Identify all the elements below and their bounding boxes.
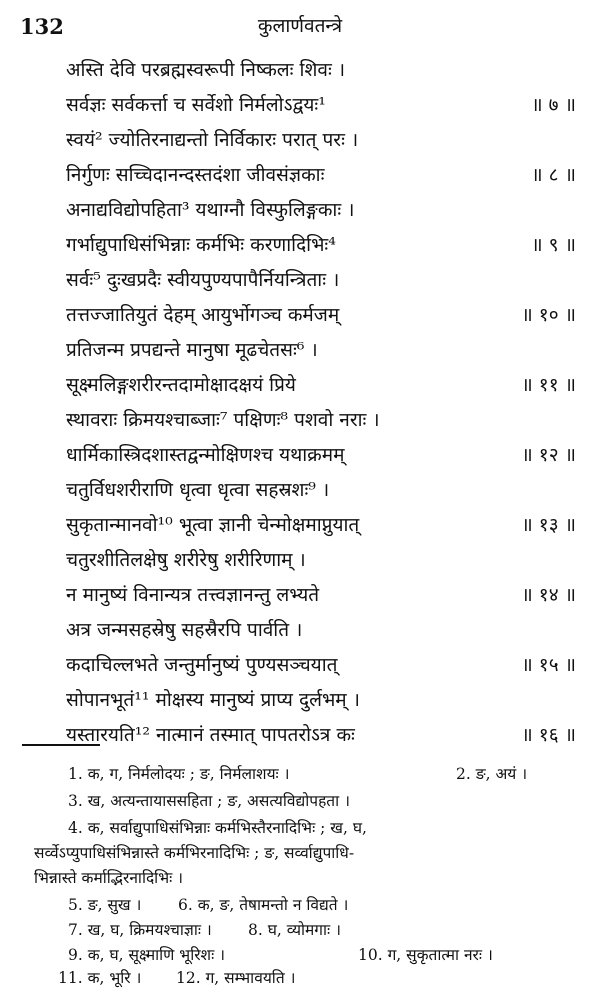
verse-line: स्थावराः क्रिमयश्चाब्जाः⁷ पक्षिणः⁸ पशवो नराः । — [66, 409, 380, 431]
verse-number: ॥ १६ ॥ — [521, 724, 576, 746]
footnote: सर्व्वेऽप्युपाधिसंभिन्नास्ते कर्मभिरनादिभिः ; ङ, सर्व्वाद्युपाधि- — [34, 844, 355, 862]
verse-number: ॥ ७ ॥ — [531, 94, 576, 116]
footnote: भिन्नास्ते कर्माद्भिरनादिभिः । — [34, 869, 184, 887]
verse-number: ॥ १२ ॥ — [521, 444, 576, 466]
running-title: कुलार्णवतन्त्रे — [257, 15, 343, 37]
verse-line: कदाचिल्लभते जन्तुर्मानुष्यं पुण्यसञ्चयात् — [66, 654, 338, 676]
footnote: 3. ख, अत्यन्तायाससहिता ; ङ, असत्यविद्योपहता । — [68, 792, 350, 810]
footnote: 4. क, सर्वाद्युपाधिसंभिन्नाः कर्मभिस्तैरनादिभिः ; ख, घ, — [68, 819, 367, 837]
verse-line: गर्भाद्युपाधिसंभिन्नाः कर्मभिः करणादिभिः⁴ — [66, 234, 336, 256]
verse-line: सूक्ष्मलिङ्गशरीरन्तदामोक्षादक्षयं प्रिये — [66, 374, 296, 396]
verse-line: धार्मिकास्त्रिदशास्तद्वन्मोक्षिणश्च यथाक्रमम् — [66, 444, 345, 466]
verse-line: स्वयं² ज्योतिरनाद्यन्तो निर्विकारः परात् परः । — [66, 129, 359, 151]
verse-line: तत्तज्जातियुतं देहम् आयुर्भोगञ्च कर्मजम् — [66, 304, 340, 326]
verse-line: अत्र जन्मसहस्रेषु सहस्रैरपि पार्वति । — [66, 619, 303, 641]
verse-line: सुकृतान्मानवो¹⁰ भूत्वा ज्ञानी चेन्मोक्षमाप्नुयात् — [66, 514, 360, 536]
footnote: 9. क, घ, सूक्ष्माणि भूरिशः । — [68, 946, 226, 964]
verse-number: ॥ १० ॥ — [521, 304, 576, 326]
verse-line: सर्वज्ञः सर्वकर्त्ता च सर्वेशो निर्मलोऽद्वयः¹ — [66, 94, 326, 116]
footnote: 10. ग, सुकृतात्मा नरः । — [358, 946, 493, 964]
footnote: 7. ख, घ, क्रिमयश्चाज्ञाः । — [68, 921, 212, 939]
verse-line: प्रतिजन्म प्रपद्यन्ते मानुषा मूढचेतसः⁶ । — [66, 339, 318, 361]
footnote: 8. घ, व्योमगाः । — [248, 921, 341, 939]
page-number: 132 — [20, 14, 64, 39]
verse-number: ॥ ९ ॥ — [531, 234, 576, 256]
verse-number: ॥ १३ ॥ — [521, 514, 576, 536]
verse-line: न मानुष्यं विनान्यत्र तत्त्वज्ञानन्तु लभ्यते — [66, 584, 320, 606]
footnote: 1. क, ग, निर्मलोदयः ; ङ, निर्मलाशयः । — [68, 765, 290, 783]
verse-number: ॥ ८ ॥ — [531, 164, 576, 186]
verse-line: अनाद्यविद्योपहिता³ यथाग्नौ विस्फुलिङ्गकाः । — [66, 199, 355, 221]
verse-number: ॥ १४ ॥ — [521, 584, 576, 606]
verse-line: अस्ति देवि परब्रह्मस्वरूपी निष्कलः शिवः । — [66, 59, 346, 81]
verse-line: निर्गुणः सच्चिदानन्दस्तदंशा जीवसंज्ञकाः — [66, 164, 325, 186]
footnote: 6. क, ङ, तेषामन्तो न विद्यते । — [178, 896, 349, 914]
footnote: 5. ङ, सुख । — [68, 896, 142, 914]
verse-line: सर्वः⁵ दुःखप्रदैः स्वीयपुण्यपापैर्नियन्त्रिताः । — [66, 269, 340, 291]
verse-line: चतुरशीतिलक्षेषु शरीरेषु शरीरिणाम् । — [66, 549, 306, 571]
verse-number: ॥ १५ ॥ — [521, 654, 576, 676]
verse-line: चतुर्विधशरीराणि धृत्वा धृत्वा सहस्रशः⁹ । — [66, 479, 330, 501]
verse-line: यस्तारयति¹² नात्मानं तस्मात् पापतरोऽत्र कः — [66, 724, 355, 746]
verse-line: सोपानभूतं¹¹ मोक्षस्य मानुष्यं प्राप्य दुर्लभम् । — [66, 689, 360, 711]
footnote: 12. ग, सम्भावयति । — [176, 969, 296, 987]
verse-number: ॥ ११ ॥ — [521, 374, 576, 396]
verse-block — [0, 52, 600, 754]
footnote: 2. ङ, अयं । — [456, 765, 528, 783]
footnote: 11. क, भूरि । — [58, 969, 142, 987]
footnote-divider — [22, 744, 100, 746]
